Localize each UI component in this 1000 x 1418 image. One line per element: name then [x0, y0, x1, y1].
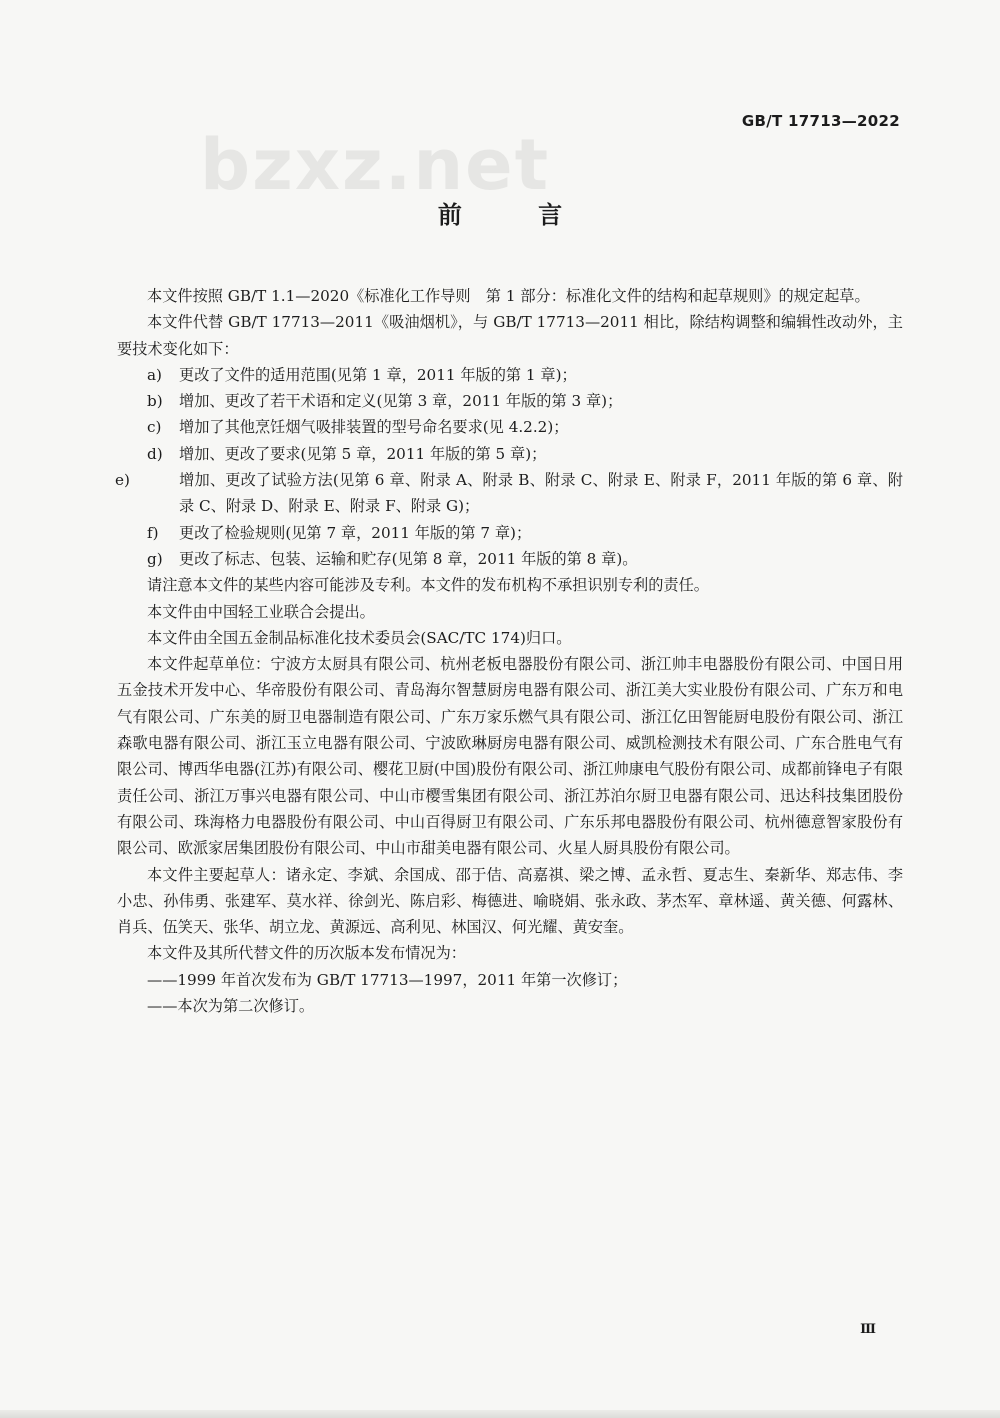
list-item-text: 更改了检验规则(见第 7 章，2011 年版的第 7 章)； — [179, 523, 532, 542]
list-item-tag: g) — [147, 549, 163, 568]
page-bottom-edge — [0, 1410, 1000, 1418]
list-item-text: 增加、更改了试验方法(见第 6 章、附录 A、附录 B、附录 C、附录 E、附录 F，2011 年版的第 6 章、附录 C、附录 D、附录 E、附录 F、附录 G)； — [179, 471, 903, 516]
list-item-text: 增加、更改了若干术语和定义(见第 3 章，2011 年版的第 3 章)； — [179, 392, 623, 411]
list-item — [117, 520, 903, 546]
document-code: GB/T 17713—2022 — [741, 112, 900, 130]
paragraph-drafting-rules: 本文件按照 GB/T 1.1—2020《标准化工作导则 第 1 部分：标准化文件的结构和起草规则》的规定起草。 — [147, 287, 870, 305]
list-item-tag: f) — [147, 523, 159, 542]
list-item-tag: a) — [147, 365, 162, 384]
list-item-text: 增加、更改了要求(见第 5 章，2011 年版的第 5 章)； — [179, 444, 547, 463]
page-title: 前 言 — [437, 201, 597, 229]
history-item: ——1999 年首次发布为 GB/T 17713—1997，2011 年第一次修订； — [147, 970, 628, 989]
list-item-text: 更改了文件的适用范围(见第 1 章，2011 年版的第 1 章)； — [179, 365, 577, 384]
paragraph-patent-notice: 请注意本文件的某些内容可能涉及专利。本文件的发布机构不承担识别专利的责任。 — [147, 576, 709, 595]
paragraph-drafting-units: 本文件起草单位：宁波方太厨具有限公司、杭州老板电器股份有限公司、浙江帅丰电器股份有限公司、中国日用五金技术开发中心、华帝股份有限公司、青岛海尔智慧厨房电器有限公司、浙江美大实业股份有限公司、广东万和电气有限公司、广东美的厨卫电器制造有限公司、广东万家乐燃气具有限公司、浙江亿田智能厨电股份有限公司、浙江森歌电器有限公司、浙江玉立电器有限公司、宁波欧琳厨房电器有限公司、威凯检测技术有限公司、广东合胜电气有限公司、博西华电器(江苏)有限公司、樱花卫厨(中国)股份有限公司、浙江帅康电气股份有限公司、成都前锋电子有限责任公司、浙江万事兴电器有限公司、中山市樱雪集团有限公司、浙江苏泊尔厨卫电器有限公司、迅达科技集团股份有限公司、珠海格力电器股份有限公司、中山百得厨卫有限公司、广东乐邦电器股份有限公司、杭州德意智家股份有限公司、欧派家居集团股份有限公司、中山市甜美电器有限公司、火星人厨具股份有限公司。 — [117, 655, 903, 858]
page-number: Ⅲ — [860, 1322, 876, 1337]
list-item — [117, 546, 903, 572]
document-body — [117, 283, 903, 1019]
history-item: ——本次为第二次修订。 — [147, 997, 315, 1016]
list-item — [117, 362, 903, 388]
paragraph-replacement: 本文件代替 GB/T 17713—2011《吸油烟机》，与 GB/T 17713—2011 相比，除结构调整和编辑性改动外，主要技术变化如下： — [117, 313, 903, 358]
paragraph-history-intro: 本文件及其所代替文件的历次版本发布情况为： — [147, 944, 466, 963]
list-item-tag: b) — [147, 392, 163, 411]
list-item — [117, 467, 903, 520]
watermark: bzxz.net — [200, 124, 551, 206]
list-item-tag: d) — [147, 444, 163, 463]
list-item — [117, 414, 903, 440]
list-item — [117, 388, 903, 414]
paragraph-drafters: 本文件主要起草人：诸永定、李斌、余国成、邵于佶、高嘉祺、梁之博、孟永哲、夏志生、秦新华、郑志伟、李小忠、孙伟勇、张建军、莫水祥、徐剑光、陈启彩、梅德进、喻晓娟、张永政、茅杰军、章林遥、黄关德、何露林、肖兵、伍笑天、张华、胡立龙、黄源远、高利见、林国汉、何光耀、黄安奎。 — [117, 865, 903, 937]
list-item-text: 更改了标志、包装、运输和贮存(见第 8 章，2011 年版的第 8 章)。 — [179, 549, 638, 568]
list-item-tag: e) — [115, 471, 130, 490]
paragraph-technical-committee: 本文件由全国五金制品标准化技术委员会(SAC/TC 174)归口。 — [147, 628, 572, 647]
list-item-tag: c) — [147, 418, 162, 437]
list-item — [117, 441, 903, 467]
list-item-text: 增加了其他烹饪烟气吸排装置的型号命名要求(见 4.2.2)； — [179, 418, 569, 437]
paragraph-proposer: 本文件由中国轻工业联合会提出。 — [147, 602, 375, 621]
